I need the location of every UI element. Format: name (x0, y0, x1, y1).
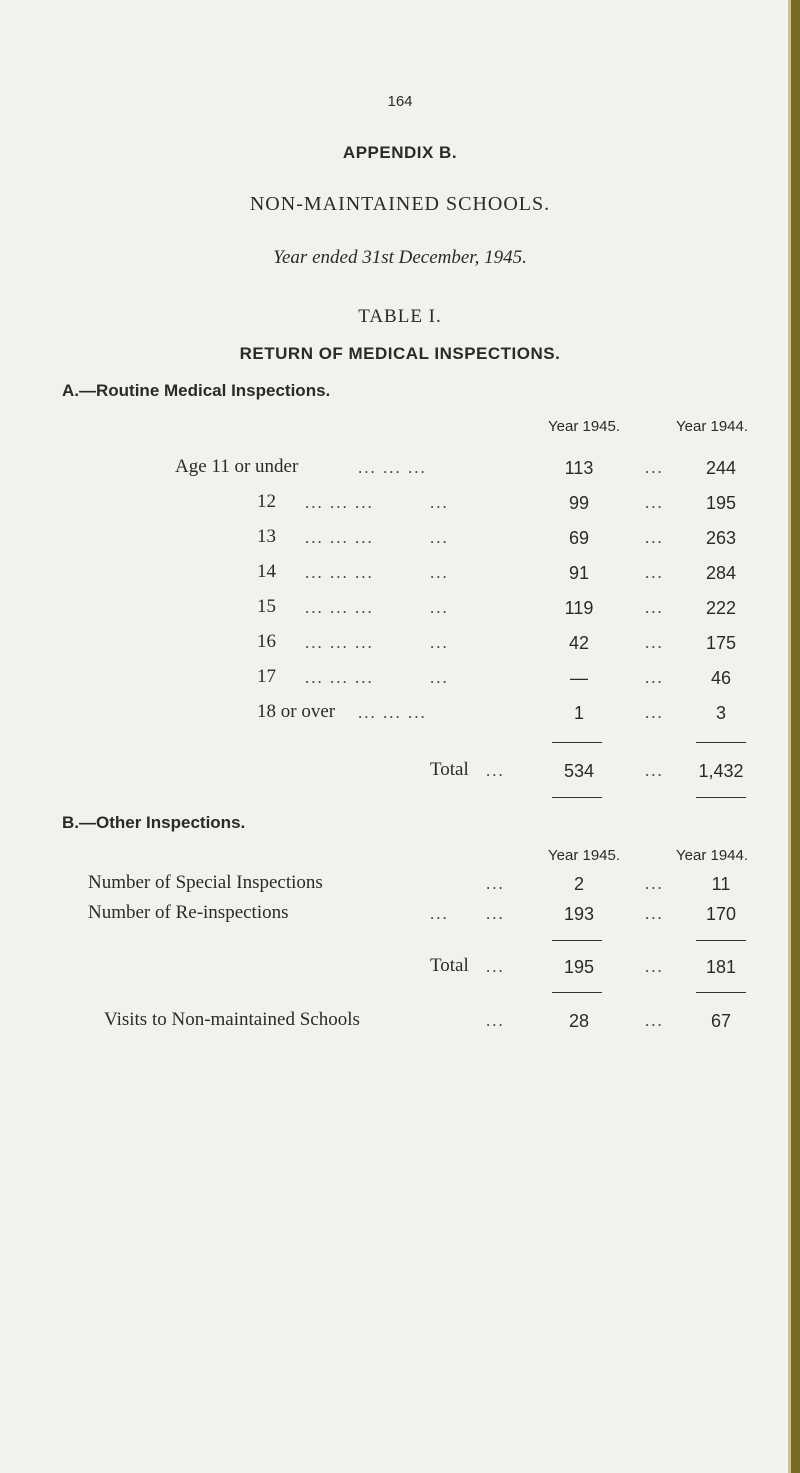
value-1945: 42 (568, 633, 590, 653)
leader-dots: ... (486, 1011, 505, 1030)
value-1944: 46 (710, 668, 732, 688)
leader-dots: ... (645, 957, 664, 976)
row-label: 15 (257, 596, 276, 617)
leader-dots: ... (645, 633, 664, 652)
section-a-heading: A.—Routine Medical Inspections. (62, 381, 331, 400)
rule (696, 797, 746, 798)
visits-1945: 28 (568, 1011, 590, 1031)
row-label: 14 (257, 561, 276, 582)
leader-dots: ... (645, 598, 664, 617)
value-1944: 263 (705, 528, 737, 548)
leader-dots: ... ... ... (305, 563, 374, 582)
value-1945: 2 (573, 874, 584, 894)
leader-dots: ... (486, 761, 505, 780)
leader-dots: ... (486, 874, 505, 893)
leader-dots: ... (645, 563, 664, 582)
value-1945: 99 (568, 493, 590, 513)
visits-1944: 67 (710, 1011, 732, 1031)
leader-dots: ... (430, 493, 449, 512)
section-b-heading: B.—Other Inspections. (62, 813, 246, 832)
section-b-col-1945: Year 1945. (548, 847, 621, 864)
leader-dots: ... (430, 528, 449, 547)
leader-dots: ... (645, 493, 664, 512)
section-a-col-1945: Year 1945. (548, 418, 621, 435)
leader-dots: ... ... ... (305, 668, 374, 687)
value-1945: 69 (568, 528, 590, 548)
leader-dots: ... (430, 633, 449, 652)
section-a-total-label: Total (430, 759, 469, 780)
section-b-total-label: Total (430, 955, 469, 976)
rule (552, 742, 602, 743)
leader-dots: ... (645, 761, 664, 780)
row-label: Number of Special Inspections (88, 872, 323, 893)
leader-dots: ... (430, 904, 449, 923)
row-label: 16 (257, 631, 276, 652)
leader-dots: ... ... ... (305, 633, 374, 652)
document-title: NON-MAINTAINED SCHOOLS. (249, 193, 551, 215)
rule (552, 992, 602, 993)
leader-dots: ... (645, 904, 664, 923)
leader-dots: ... (645, 668, 664, 687)
leader-dots: ... (645, 1011, 664, 1030)
row-label: 12 (257, 491, 276, 512)
rule (552, 797, 602, 798)
rule (552, 940, 602, 941)
visits-label: Visits to Non-maintained Schools (104, 1009, 360, 1030)
value-1944: 3 (715, 703, 726, 723)
leader-dots: ... (645, 458, 664, 477)
section-b-col-1944: Year 1944. (676, 847, 749, 864)
page-edge (791, 0, 800, 1473)
section-b-total-1944: 181 (705, 957, 737, 977)
table-heading: RETURN OF MEDICAL INSPECTIONS. (239, 344, 561, 363)
value-1945: 113 (564, 458, 594, 478)
value-1944: 170 (705, 904, 737, 924)
value-1944: 11 (711, 874, 731, 894)
value-1944: 244 (705, 458, 737, 478)
rule (696, 992, 746, 993)
leader-dots: ... ... ... (305, 493, 374, 512)
row-label: 17 (257, 666, 276, 687)
leader-dots: ... (430, 668, 449, 687)
row-label: Number of Re-inspections (88, 902, 289, 923)
leader-dots: ... ... ... (358, 458, 427, 477)
leader-dots: ... ... ... (305, 598, 374, 617)
appendix-label: APPENDIX B. (342, 143, 458, 162)
value-1945: 193 (563, 904, 595, 924)
value-1945: 1 (573, 703, 584, 723)
rule (696, 940, 746, 941)
value-1945: 119 (564, 598, 594, 618)
section-a-total-1944: 1,432 (698, 761, 744, 781)
value-1945: — (570, 668, 588, 688)
page-number: 164 (387, 93, 413, 110)
row-label: Age 11 or under (175, 456, 299, 477)
leader-dots: ... (645, 528, 664, 547)
section-a-total-1945: 534 (563, 761, 595, 781)
row-label: 13 (257, 526, 276, 547)
value-1944: 175 (705, 633, 737, 653)
leader-dots: ... ... ... (358, 703, 427, 722)
rule (696, 742, 746, 743)
leader-dots: ... (486, 957, 505, 976)
value-1944: 222 (705, 598, 737, 618)
leader-dots: ... (430, 563, 449, 582)
value-1945: 91 (568, 563, 590, 583)
leader-dots: ... ... ... (305, 528, 374, 547)
value-1944: 284 (705, 563, 737, 583)
value-1944: 195 (705, 493, 737, 513)
leader-dots: ... (645, 874, 664, 893)
leader-dots: ... (430, 598, 449, 617)
table-title: TABLE I. (358, 306, 442, 327)
leader-dots: ... (645, 703, 664, 722)
leader-dots: ... (486, 904, 505, 923)
document-subtitle: Year ended 31st December, 1945. (273, 247, 527, 268)
row-label: 18 or over (257, 701, 336, 722)
section-a-col-1944: Year 1944. (676, 418, 749, 435)
section-b-total-1945: 195 (563, 957, 595, 977)
